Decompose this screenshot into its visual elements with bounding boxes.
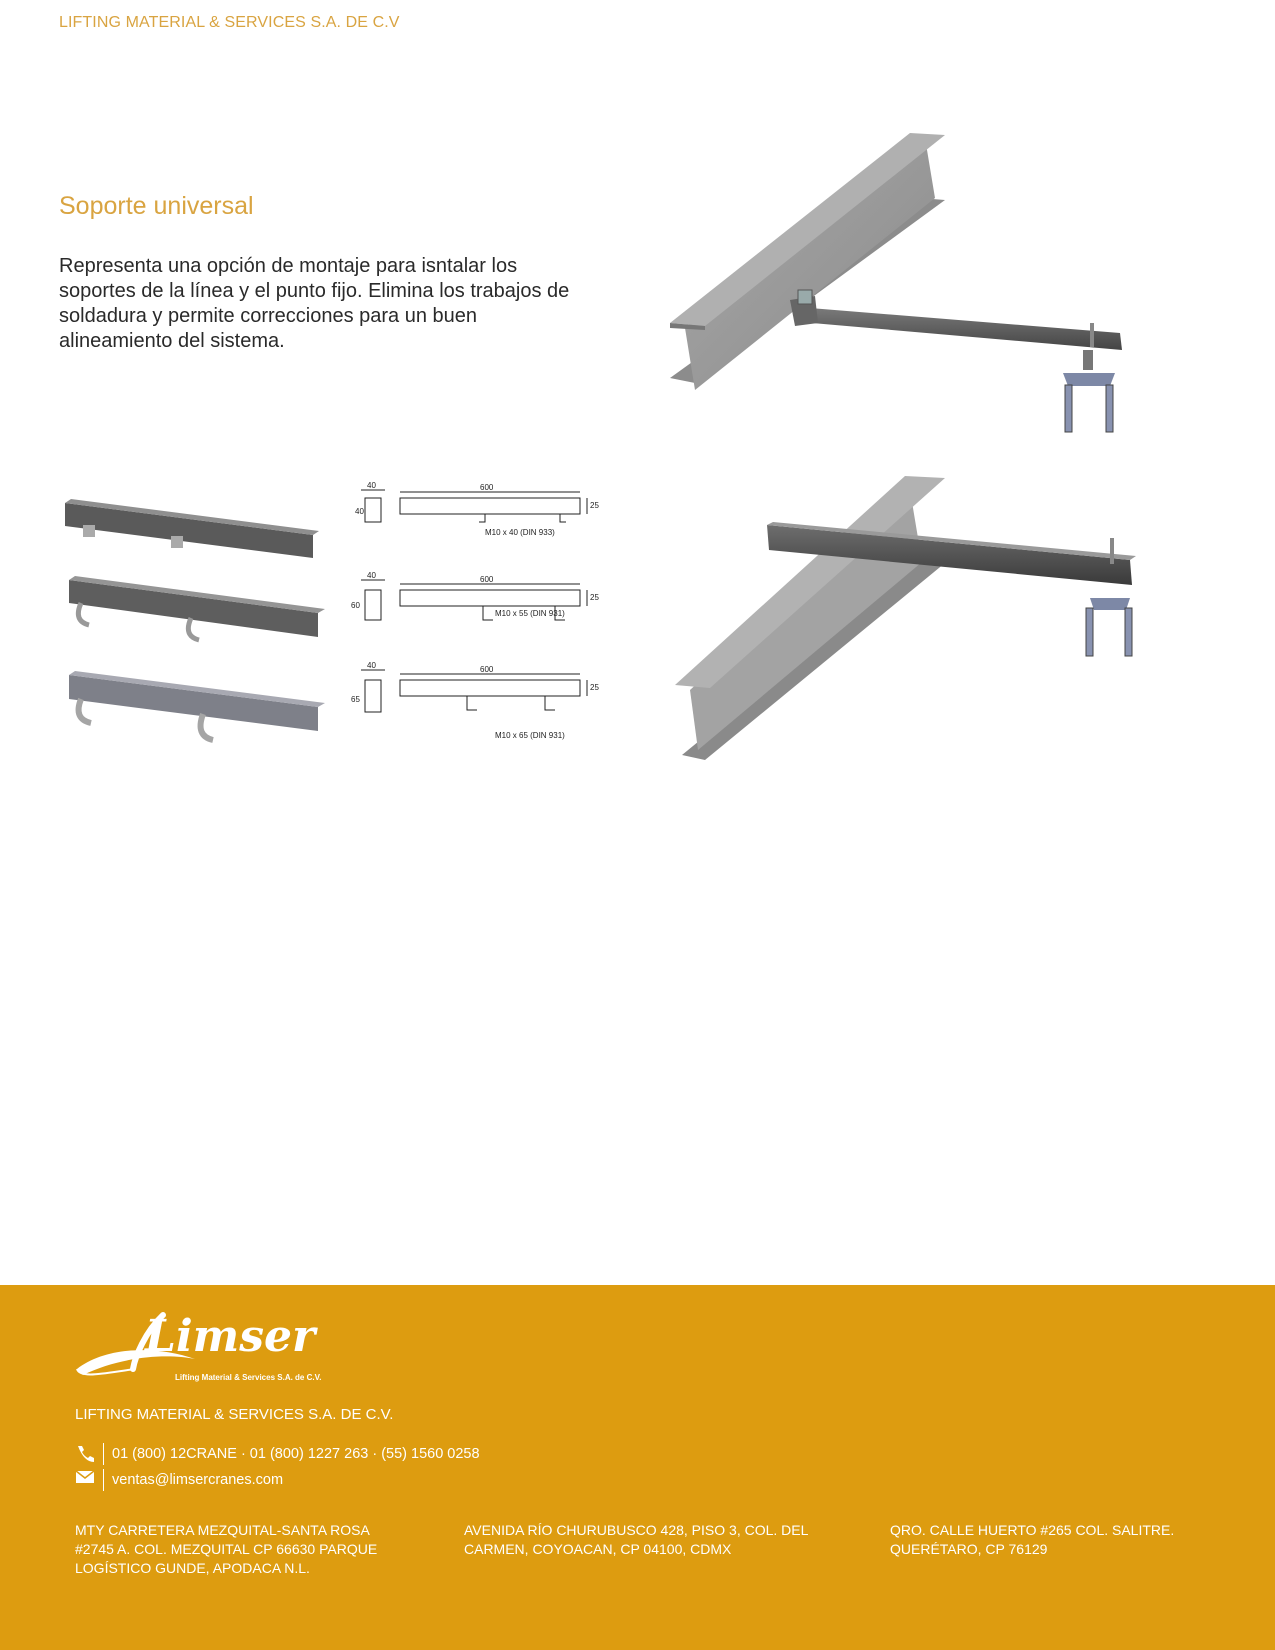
drawing-1-depth: 25: [590, 501, 599, 510]
mail-icon: [75, 1470, 97, 1490]
drawing-2-depth: 25: [590, 593, 599, 602]
drawing-3-length: 600: [480, 665, 494, 674]
drawing-1-width: 40: [367, 481, 376, 490]
logo-name: Limser: [145, 1311, 316, 1362]
footer: [0, 1285, 1275, 1650]
logo-tagline: Lifting Material & Services S.A. de C.V.: [175, 1373, 322, 1382]
section-title: Soporte universal: [59, 192, 254, 220]
drawing-3-depth: 25: [590, 683, 599, 692]
drawing-1-length: 600: [480, 483, 494, 492]
drawing-1-height: 40: [355, 507, 364, 516]
phone-icon: [75, 1444, 97, 1464]
drawing-3-height: 65: [351, 695, 360, 704]
address-queretaro: QRO. CALLE HUERTO #265 COL. SALITRE. QUERÉTARO, CP 76129: [890, 1522, 1175, 1557]
header-company-name: LIFTING MATERIAL & SERVICES S.A. DE C.V: [59, 14, 400, 31]
email-link[interactable]: ventas@limsercranes.com: [112, 1472, 284, 1488]
footer-company-name: LIFTING MATERIAL & SERVICES S.A. DE C.V.: [75, 1406, 394, 1423]
drawing-1-bolt: M10 x 40 (DIN 933): [485, 528, 555, 537]
limser-logo: [75, 1307, 335, 1397]
drawing-2-bolt: M10 x 55 (DIN 931): [495, 609, 565, 618]
drawing-3-width: 40: [367, 661, 376, 670]
drawing-2-width: 40: [367, 571, 376, 580]
section-description: Representa una opción de montaje para isntalar los soportes de la línea y el punto fijo. Elimina los trabajos de soldadura y permite correcciones para un buen alineamiento del sistema.: [59, 255, 570, 352]
technical-drawings: [345, 480, 605, 750]
drawing-2-height: 60: [351, 601, 360, 610]
bracket-variants-3d: [63, 485, 333, 760]
universal-support-render-1: [670, 128, 1140, 458]
universal-support-render-2: [670, 470, 1140, 770]
drawing-2-length: 600: [480, 575, 494, 584]
drawing-3-bolt: M10 x 65 (DIN 931): [495, 731, 565, 740]
phone-numbers[interactable]: 01 (800) 12CRANE · 01 (800) 1227 263 · (55) 1560 0258: [112, 1446, 480, 1462]
address-monterrey: MTY CARRETERA MEZQUITAL-SANTA ROSA #2745 A. COL. MEZQUITAL CP 66630 PARQUE LOGÍSTICO GUNDE, APODACA N.L.: [75, 1522, 378, 1576]
address-cdmx: AVENIDA RÍO CHURUBUSCO 428, PISO 3, COL. DEL CARMEN, COYOACAN, CP 04100, CDMX: [464, 1522, 808, 1557]
phone-row: [75, 1443, 480, 1465]
email-row: [75, 1469, 283, 1491]
